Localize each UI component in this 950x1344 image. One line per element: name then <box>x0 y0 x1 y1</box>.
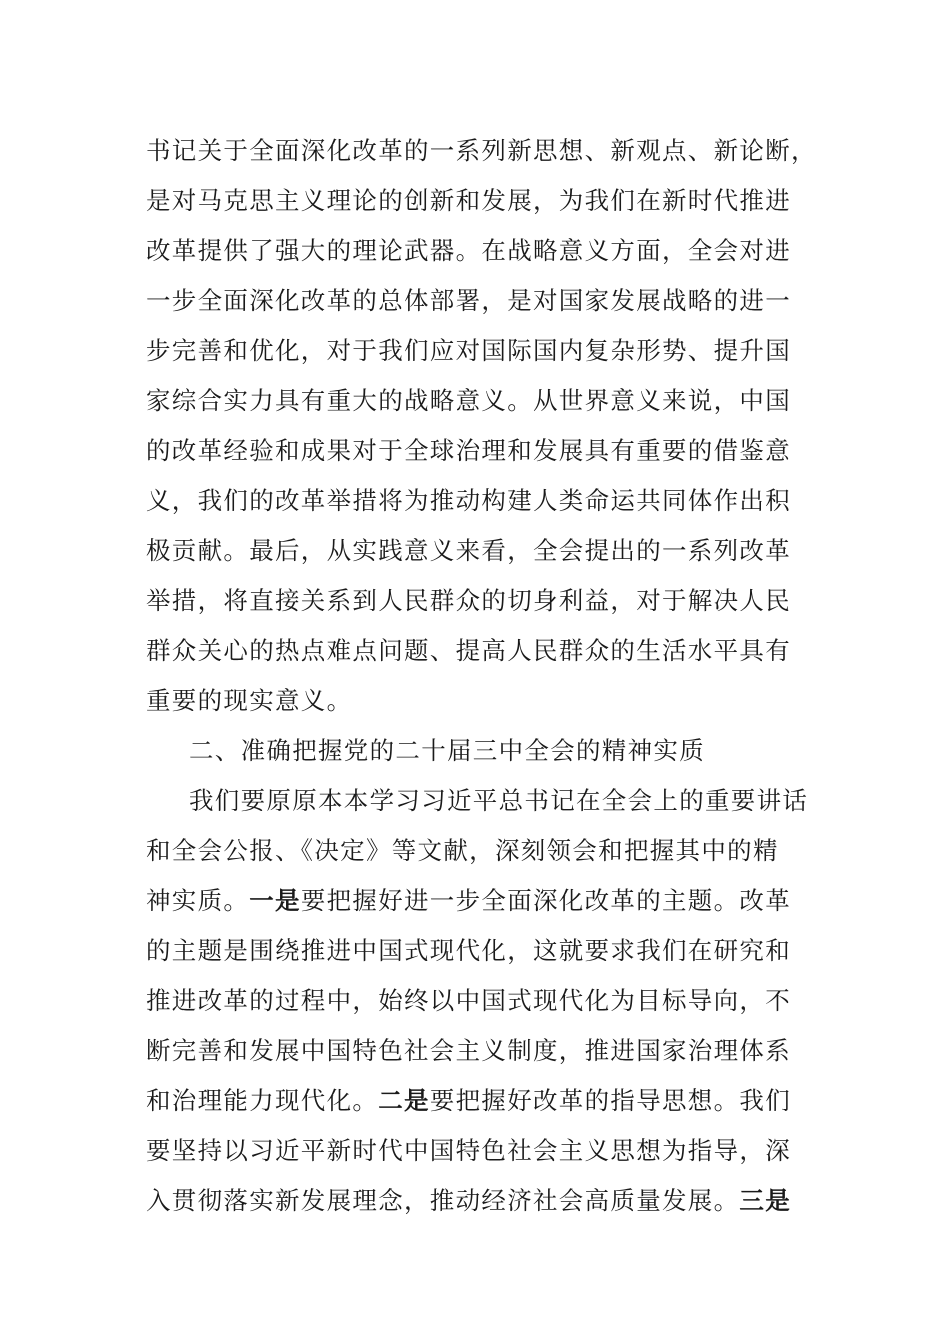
body-text-line <box>146 1184 791 1218</box>
body-text-segment: 入贯彻落实新发展理念，推动经济社会高质量发展。 <box>146 1186 740 1215</box>
body-text-segment: 要把握好进一步全面深化改革的主题。改革 <box>300 886 792 915</box>
body-text-line: 一步全面深化改革的总体部署，是对国家发展战略的进一 <box>146 286 791 315</box>
section-heading: 二、准确把握党的二十届三中全会的精神实质 <box>189 736 705 765</box>
body-text-line: 家综合实力具有重大的战略意义。从世界意义来说，中国 <box>146 386 791 415</box>
emphasis-third: 三是 <box>739 1186 792 1215</box>
body-text-line: 断完善和发展中国特色社会主义制度，推进国家治理体系 <box>146 1036 791 1065</box>
body-text-line <box>146 884 791 918</box>
emphasis-first: 一是 <box>249 886 301 915</box>
body-text-line: 的主题是围绕推进中国式现代化，这就要求我们在研究和 <box>146 936 791 965</box>
body-text-line: 步完善和优化，对于我们应对国际国内复杂形势、提升国 <box>146 336 791 365</box>
body-text-line: 我们要原原本本学习习近平总书记在全会上的重要讲话 <box>189 786 809 815</box>
body-text-line <box>146 1084 791 1118</box>
body-text-line: 极贡献。最后，从实践意义来看，全会提出的一系列改革 <box>146 536 791 565</box>
body-text-line: 推进改革的过程中，始终以中国式现代化为目标导向，不 <box>146 986 791 1015</box>
body-text-line: 是对马克思主义理论的创新和发展，为我们在新时代推进 <box>146 186 791 215</box>
body-text-line: 要坚持以习近平新时代中国特色社会主义思想为指导，深 <box>146 1136 791 1165</box>
emphasis-second: 二是 <box>378 1086 430 1115</box>
body-text-segment: 和治理能力现代化。 <box>146 1086 379 1115</box>
body-text-line: 举措，将直接关系到人民群众的切身利益，对于解决人民 <box>146 586 791 615</box>
body-text-line: 书记关于全面深化改革的一系列新思想、新观点、新论断， <box>146 136 817 165</box>
body-text-line: 改革提供了强大的理论武器。在战略意义方面，全会对进 <box>146 236 791 265</box>
body-text-segment: 要把握好改革的指导思想。我们 <box>429 1086 792 1115</box>
body-text-line: 的改革经验和成果对于全球治理和发展具有重要的借鉴意 <box>146 436 791 465</box>
body-text-line: 重要的现实意义。 <box>146 686 353 715</box>
body-text-line: 和全会公报、《决定》等文献，深刻领会和把握其中的精 <box>146 836 779 865</box>
body-text-segment: 神实质。 <box>146 886 250 915</box>
body-text-line: 群众关心的热点难点问题、提高人民群众的生活水平具有 <box>146 636 791 665</box>
body-text-line: 义，我们的改革举措将为推动构建人类命运共同体作出积 <box>146 486 791 515</box>
